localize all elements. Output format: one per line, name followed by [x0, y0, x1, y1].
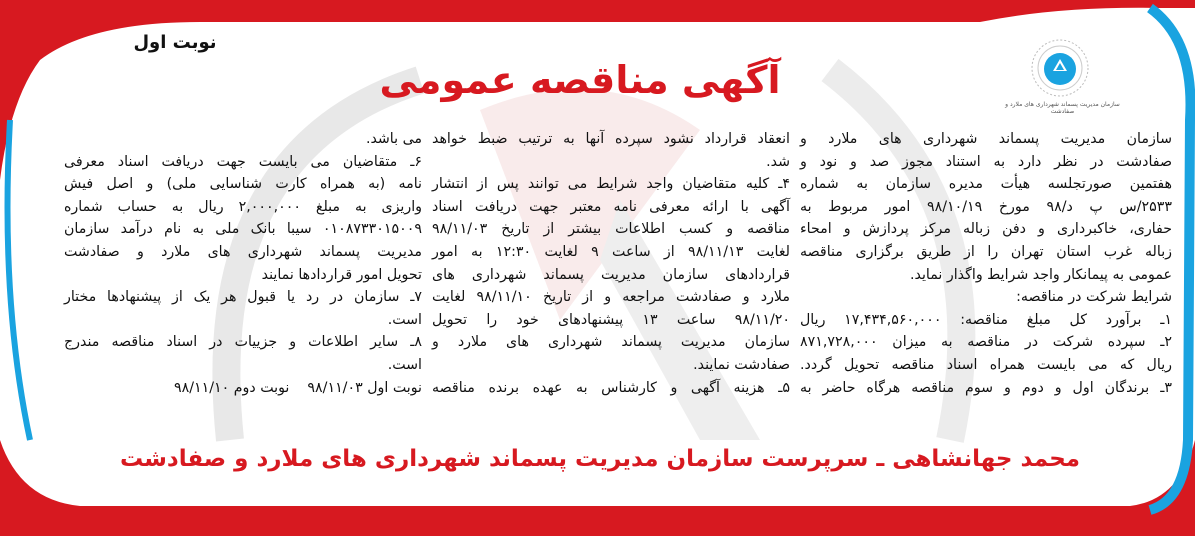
- text-line: ۵ـ هزینه آگهی و کارشناس به عهده برنده مناقصه: [432, 379, 790, 396]
- page-title: آگهی مناقصه عمومی: [379, 58, 781, 102]
- text-line: ۴ـ کلیه متقاضیان واجد شرایط می توانند پس از انتشار: [432, 176, 790, 193]
- publication-dates: نوبت اول ۹۸/۱۱/۰۳ نوبت دوم ۹۸/۱۱/۱۰: [173, 379, 422, 396]
- text-line: حفاری، خاکبرداری و دفن زباله مرکز پردازش و امحاء: [800, 221, 1172, 238]
- text-line: مدیریت پسماند شهرداری های ملارد و صفادشت: [64, 243, 422, 260]
- text-line: ۸ـ سایر اطلاعات و جزییات در اسناد مناقصه مندرج: [64, 334, 422, 351]
- text-line: مناقصه و کسب اطلاعات بیشتر از تاریخ ۹۸/۱۱/۰۳: [432, 221, 790, 238]
- text-line: قراردادهای سازمان مدیریت پسماند شهرداری های: [432, 266, 790, 283]
- text-line: ۶ـ متقاضیان می بایست جهت دریافت اسناد معرفی: [64, 153, 422, 170]
- text-line: ۱ـ برآورد کل مبلغ مناقصه: ۱۷,۴۳۴,۵۶۰,۰۰۰ ریال: [800, 311, 1172, 328]
- column-middle: [432, 128, 790, 399]
- text-line: ۲ـ سپرده شرکت در مناقصه به میزان ۸۷۱,۷۲۸,۰۰۰: [800, 334, 1172, 351]
- text-line: عمومی به پیمانکار واجد شرایط واگذار نماید.: [910, 266, 1172, 283]
- signature-line: محمد جهانشاهی ـ سرپرست سازمان مدیریت پسماند شهرداری های ملارد و صفادشت: [119, 446, 1081, 472]
- text-line: تحویل امور قراردادها نمایند: [261, 266, 422, 283]
- text-line: شد.: [766, 153, 790, 170]
- text-line: صفادشت در نظر دارد به استناد مجوز صد و نود و: [800, 153, 1172, 170]
- text-line: زباله غرب استان تهران را از طریق برگزاری مناقصه: [800, 243, 1172, 260]
- text-line: است.: [387, 356, 422, 373]
- text-line: آگهی با ارائه معرفی نامه معتبر جهت دریافت اسناد: [432, 198, 790, 215]
- text-line: ۷ـ سازمان در رد یا قبول هر یک از پیشنهادها مختار: [64, 289, 422, 306]
- text-line: ریال که می بایست همراه اسناد مناقصه تحویل گردد.: [800, 356, 1172, 373]
- text-line: ۳ـ برندگان اول و دوم و سوم مناقصه هرگاه حاضر به: [800, 379, 1172, 396]
- column-left: [64, 128, 422, 399]
- text-line: هفتمین صورتجلسه هیأت مدیره سازمان به شماره: [800, 176, 1172, 193]
- logo-caption: سازمان مدیریت پسماند شهرداری های ملارد و صفادشت: [1005, 101, 1120, 115]
- text-line: انعقاد قرارداد نشود سپرده آنها به ترتیب ضبط خواهد: [432, 131, 790, 147]
- text-line: ۰۱۰۸۷۳۳۰۱۵۰۰۹ سیبا بانک ملی به نام درآمد سازمان: [64, 221, 422, 238]
- text-line: ملارد و صفادشت مراجعه و از تاریخ ۹۸/۱۱/۱۰ لغایت: [432, 289, 790, 306]
- text-line: واریزی به مبلغ ۲,۰۰۰,۰۰۰ ریال به حساب شماره: [64, 198, 422, 215]
- text-line: می باشد.: [365, 131, 422, 147]
- left-blue-arc: [8, 120, 31, 440]
- conditions-heading: شرایط شرکت در مناقصه:: [1016, 289, 1172, 306]
- publication-turn-label: نوبت اول: [133, 32, 217, 53]
- recycle-logo-icon: [1030, 38, 1090, 98]
- text-line: است.: [387, 311, 422, 328]
- text-line: نامه (به همراه کارت شناسایی ملی) و اصل فیش: [64, 176, 422, 193]
- text-line: سازمان مدیریت پسماند شهرداری های ملارد و: [432, 334, 790, 351]
- text-line: صفادشت نمایند.: [693, 356, 790, 373]
- text-line: لغایت ۹۸/۱۱/۱۳ از ساعت ۹ لغایت ۱۲:۳۰ به امور: [432, 243, 790, 260]
- text-line: ۹۸/۱۱/۲۰ ساعت ۱۳ پیشنهادهای خود را تحویل: [432, 311, 790, 328]
- column-right: [800, 128, 1172, 399]
- text-line: سازمان مدیریت پسماند شهرداری های ملارد و: [800, 131, 1172, 147]
- text-line: ۲۵۳۳/س پ د/۹۸ مورخ ۹۸/۱۰/۱۹ امور مربوط به: [800, 198, 1172, 215]
